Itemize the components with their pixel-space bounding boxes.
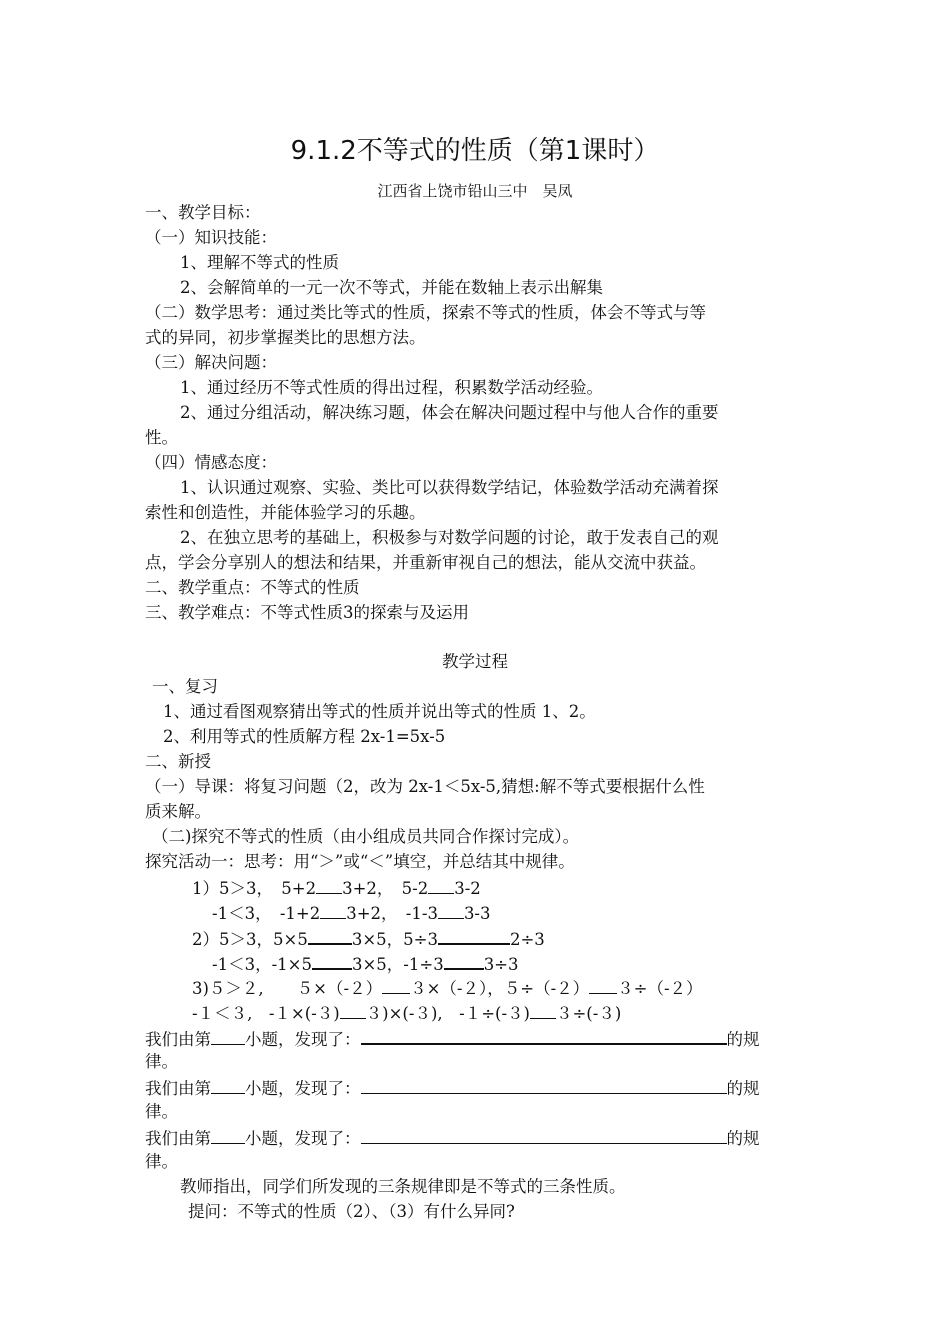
- answer-blank[interactable]: [428, 877, 454, 894]
- exercise-row: 1）5＞3， 5+2 3+2， 5-2 3-2: [192, 879, 481, 898]
- new-lesson-heading: 二、新授: [145, 752, 211, 771]
- answer-blank[interactable]: [312, 952, 352, 970]
- objective-section-3: （三）解决问题：: [145, 353, 277, 372]
- answer-blank[interactable]: [320, 902, 346, 919]
- question-line: 提问：不等式的性质（2）、（3）有什么异同?: [188, 1202, 515, 1221]
- finding-row: 我们由第 小题，发现了： 的规: [145, 1027, 760, 1050]
- objective-section-1: （一）知识技能：: [145, 228, 277, 247]
- objective-item: 1、认识通过观察、实验、类比可以获得数学结记，体验数学活动充满着探: [180, 478, 719, 497]
- objective-item-cont: 点，学会分享别人的想法和结果，并重新审视自己的想法，能从交流中获益。: [145, 553, 706, 572]
- rule-blank[interactable]: [361, 1077, 727, 1094]
- intro-line-cont: 质来解。: [145, 802, 211, 821]
- objective-item-cont: 索性和创造性，并能体验学习的乐趣。: [145, 503, 426, 522]
- difficulty: 三、教学难点：不等式性质3的探索与及运用: [145, 603, 469, 622]
- answer-blank[interactable]: [438, 902, 464, 919]
- review-heading: 一、复习: [152, 677, 218, 696]
- objective-item: 2、通过分组活动，解决练习题，体会在解决问题过程中与他人合作的重要: [180, 403, 719, 422]
- objective-section-4: （四）情感态度：: [145, 453, 277, 472]
- objective-item: 2、在独立思考的基础上，积极参与对数学问题的讨论，敢于发表自己的观: [180, 528, 719, 547]
- answer-blank[interactable]: [444, 952, 484, 970]
- answer-blank[interactable]: [340, 1002, 366, 1019]
- answer-blank[interactable]: [530, 1002, 556, 1019]
- finding-row: 我们由第 小题，发现了： 的规: [145, 1079, 760, 1098]
- process-heading: 教学过程: [442, 652, 508, 671]
- objective-section-2: （二）数学思考：通过类比等式的性质，探索不等式的性质，体会不等式与等: [145, 303, 706, 322]
- question-number-blank[interactable]: [211, 1028, 245, 1045]
- intro-line: （一）导课：将复习问题（2，改为 2x-1＜5x-5,猜想:解不等式要根据什么性: [145, 777, 705, 796]
- rule-blank[interactable]: [361, 1127, 727, 1144]
- objective-item: 2、会解简单的一元一次不等式，并能在数轴上表示出解集: [180, 278, 603, 297]
- exercise-row: -1＜3， -1+2 3+2， -1-3 3-3: [212, 904, 491, 923]
- objective-item: 1、理解不等式的性质: [180, 253, 339, 272]
- rule-blank[interactable]: [361, 1027, 727, 1045]
- document-title: 9.1.2不等式的性质（第1课时）: [290, 136, 660, 166]
- answer-blank[interactable]: [316, 877, 342, 894]
- explore-line: （二)探究不等式的性质（由小组成员共同合作探讨完成）。: [152, 827, 580, 846]
- question-number-blank[interactable]: [211, 1127, 245, 1144]
- objective-item-cont: 性。: [145, 428, 178, 447]
- finding-row: 我们由第 小题，发现了： 的规: [145, 1129, 760, 1148]
- author-line: 江西省上饶市铅山三中 吴凤: [377, 182, 573, 200]
- review-item: 1、通过看图观察猜出等式的性质并说出等式的性质 1、2。: [163, 702, 596, 721]
- answer-blank[interactable]: [382, 977, 410, 994]
- exercise-row: -1＜3，-1×5 3×5，-1÷3 3÷3: [212, 952, 519, 975]
- answer-blank[interactable]: [438, 927, 510, 945]
- objective-item: 1、通过经历不等式性质的得出过程，积累数学活动经验。: [180, 378, 603, 397]
- objective-section-2-cont: 式的异同，初步掌握类比的思想方法。: [145, 328, 426, 347]
- finding-row-cont: 律。: [145, 1052, 178, 1071]
- objectives-heading: 一、教学目标：: [145, 203, 261, 222]
- review-item: 2、利用等式的性质解方程 2x-1=5x-5: [163, 727, 446, 746]
- exercise-row: 3)５＞２, ５×（-２） ３×（-２），５÷（-２） ３÷（-２）: [192, 979, 703, 998]
- exercise-row: 2）5＞3，5×5 3×5，5÷3 2÷3: [192, 927, 545, 950]
- finding-row-cont: 律。: [145, 1152, 178, 1171]
- exercise-row: -１＜３, -１×(-３) ３)×(-３), -１÷(-３) ３÷(-３): [192, 1004, 622, 1023]
- teacher-note: 教师指出，同学们所发现的三条规律即是不等式的三条性质。: [180, 1177, 626, 1196]
- finding-row-cont: 律。: [145, 1102, 178, 1121]
- question-number-blank[interactable]: [211, 1077, 245, 1094]
- answer-blank[interactable]: [589, 977, 617, 994]
- activity-line: 探究活动一：思考：用“＞”或“＜”填空，并总结其中规律。: [145, 852, 575, 871]
- answer-blank[interactable]: [308, 927, 352, 945]
- key-point: 二、教学重点：不等式的性质: [145, 578, 360, 597]
